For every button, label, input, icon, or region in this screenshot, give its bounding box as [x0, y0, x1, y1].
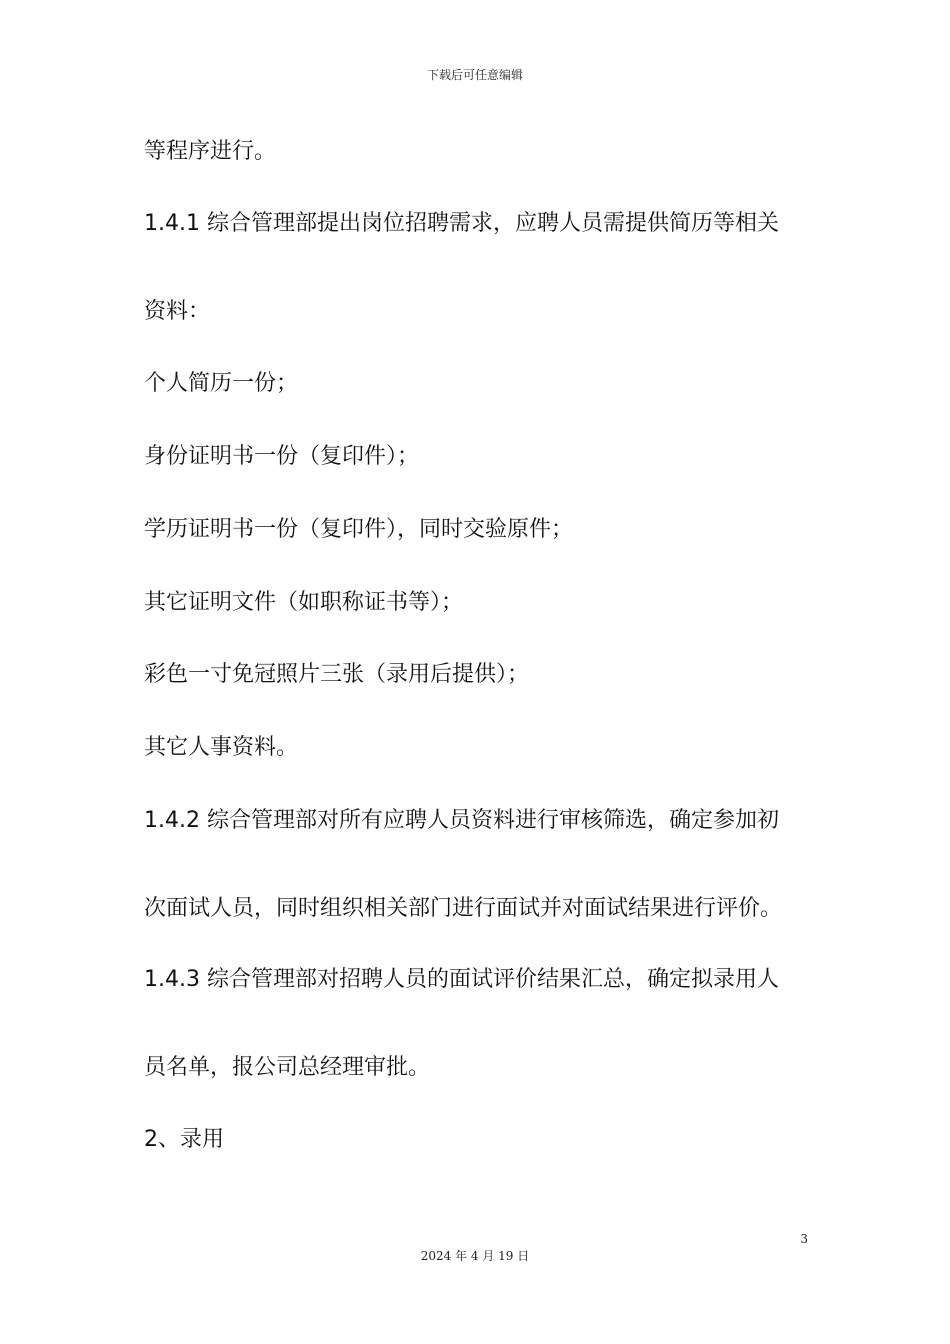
body-line: 其它证明文件（如职称证书等）； — [144, 590, 464, 615]
body-line: 其它人事资料。 — [144, 735, 299, 760]
body-line: 资料： — [144, 299, 211, 324]
body-line: 1.4.2 综合管理部对所有应聘人员资料进行审核筛选，确定参加初 — [144, 808, 779, 833]
page-header: 下载后可任意编辑 — [426, 68, 523, 82]
body-line: 等程序进行。 — [144, 139, 277, 164]
body-line: 员名单，报公司总经理审批。 — [144, 1055, 431, 1080]
section-heading: 2、录用 — [144, 1127, 224, 1152]
body-line: 次面试人员，同时组织相关部门进行面试并对面试结果进行评价。 — [144, 896, 783, 921]
body-line: 个人简历一份； — [144, 371, 299, 396]
body-line: 1.4.1 综合管理部提出岗位招聘需求，应聘人员需提供简历等相关 — [144, 211, 779, 236]
body-line: 学历证明书一份（复印件），同时交验原件； — [144, 517, 574, 542]
body-line: 彩色一寸免冠照片三张（录用后提供）； — [144, 662, 530, 687]
page-number: 3 — [800, 1232, 808, 1246]
body-line: 1.4.3 综合管理部对招聘人员的面试评价结果汇总，确定拟录用人 — [144, 967, 779, 992]
body-line: 身份证明书一份（复印件）； — [144, 444, 420, 469]
footer-date: 2024 年 4 月 19 日 — [420, 1249, 530, 1263]
